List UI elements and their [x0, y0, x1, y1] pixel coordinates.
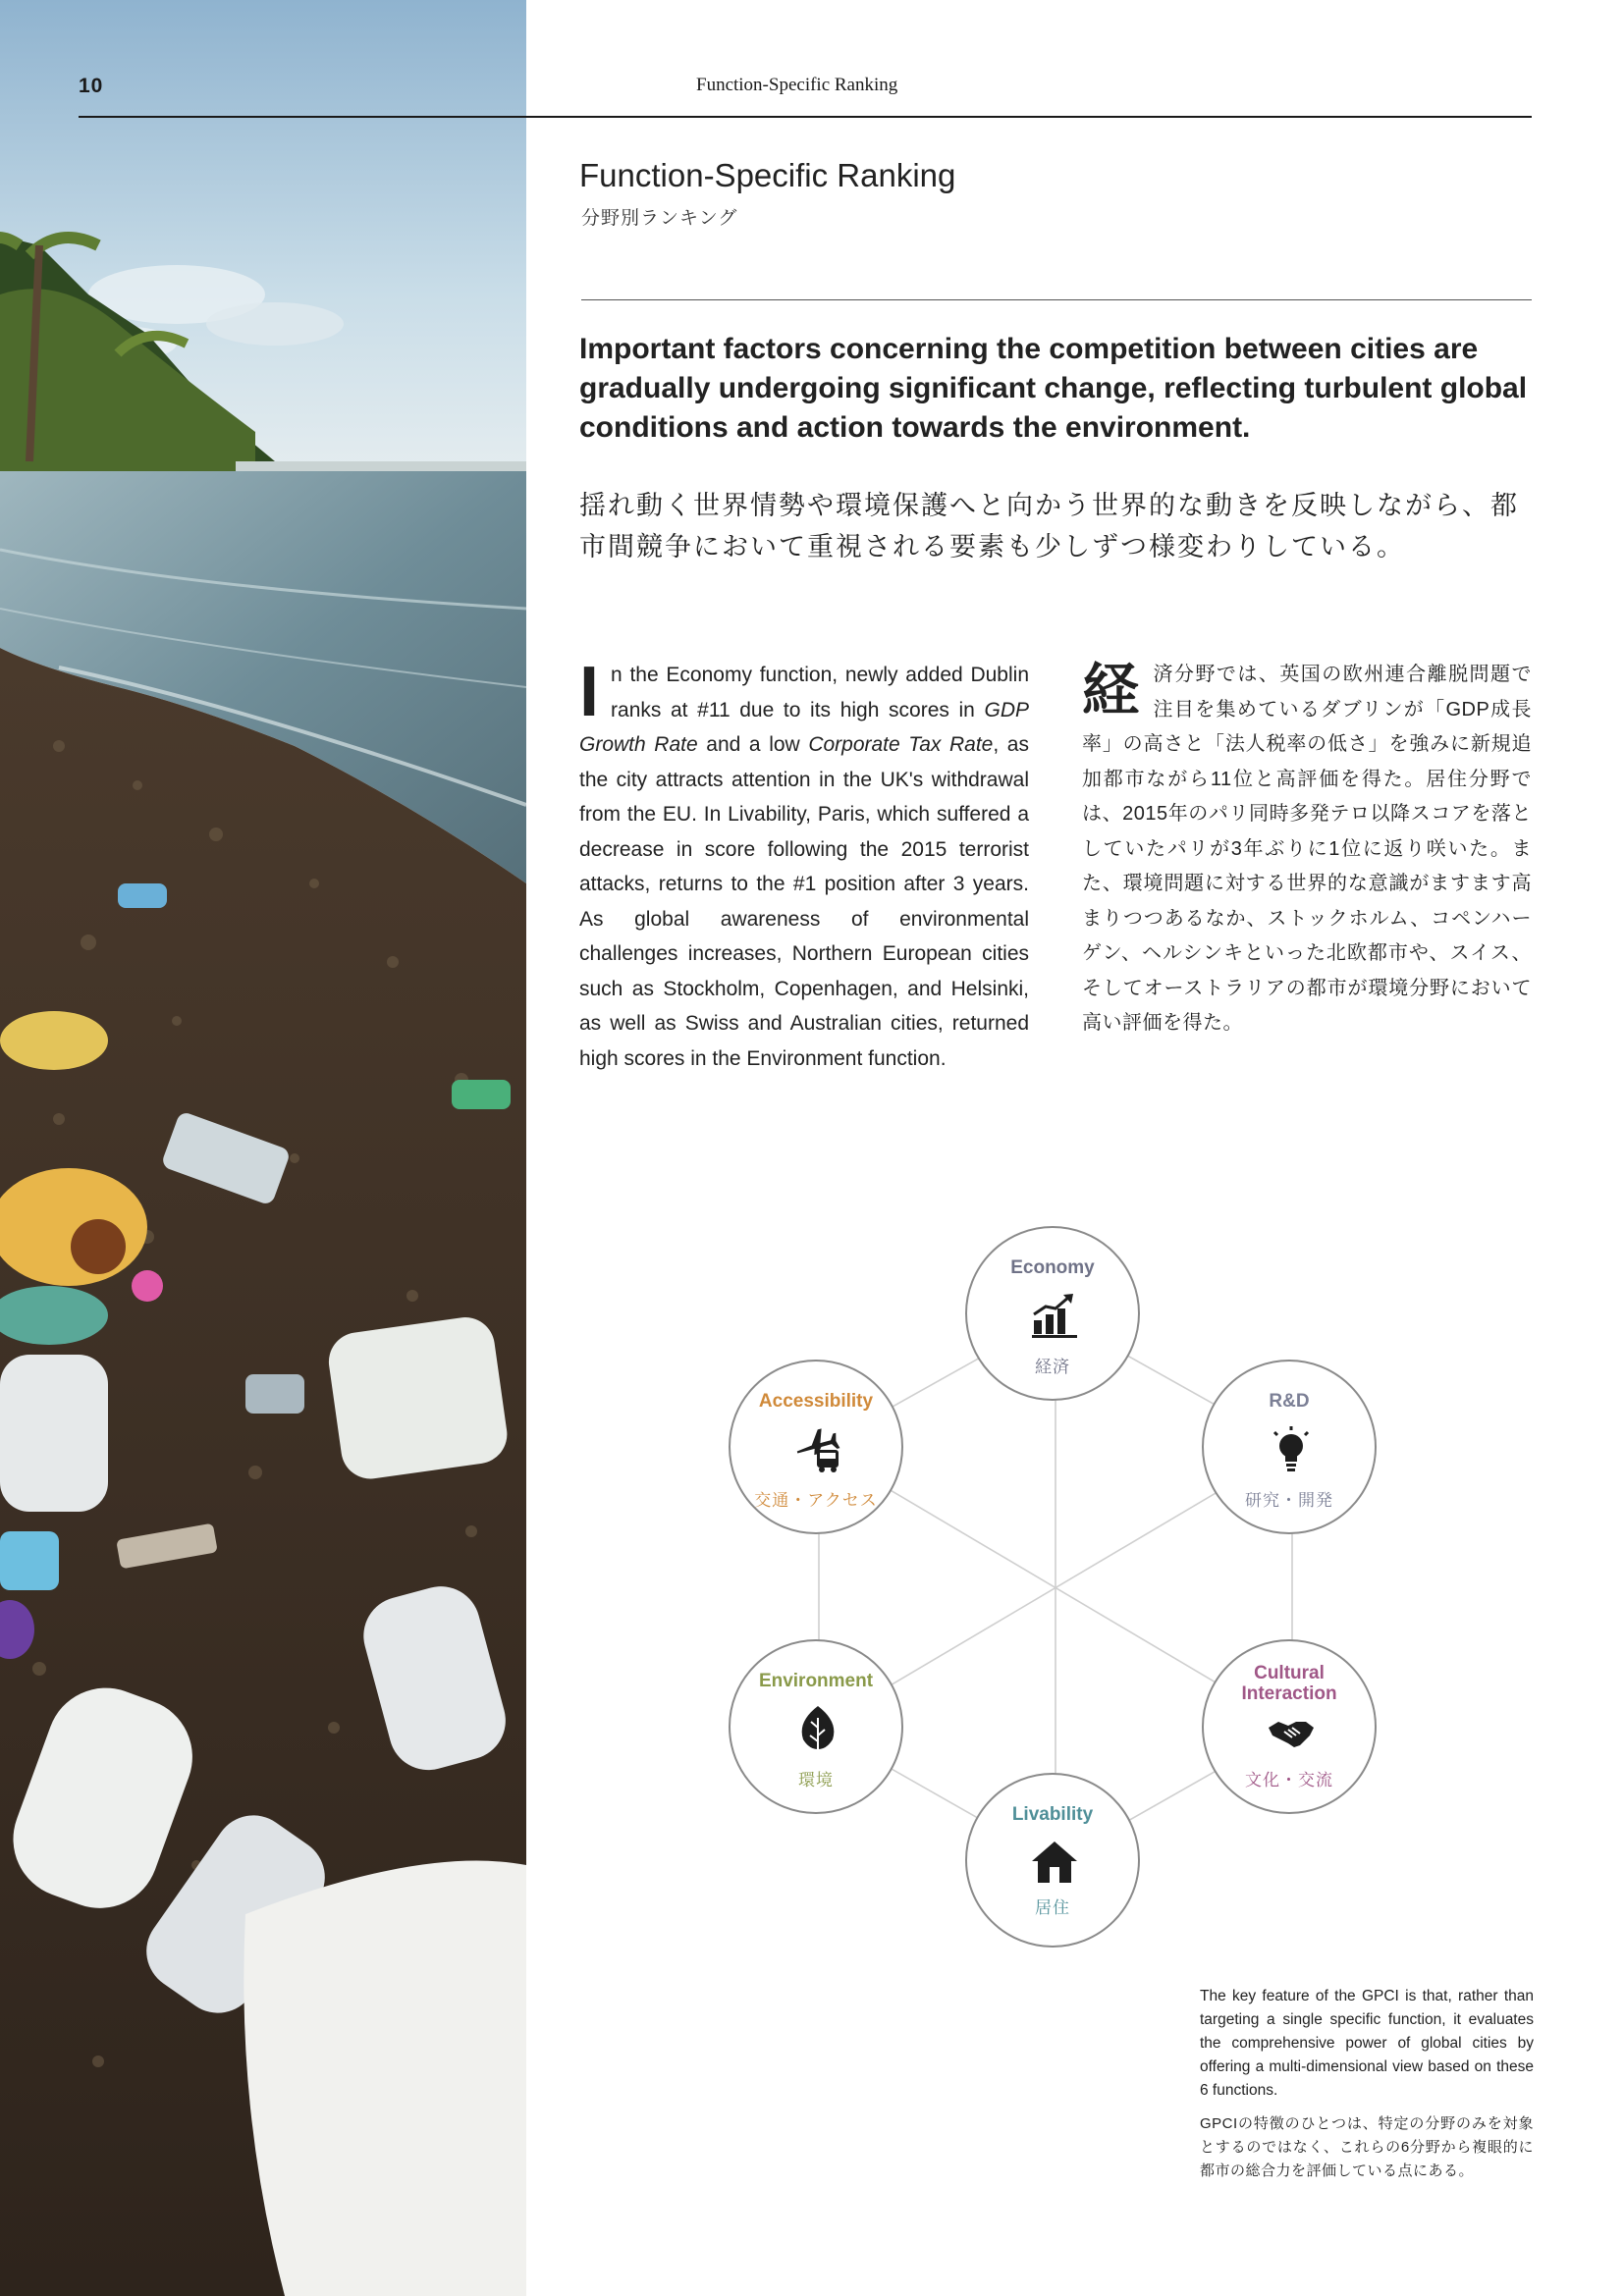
page-number: 10 [79, 75, 104, 97]
function-label-ja: 環境 [798, 1771, 834, 1789]
running-head: Function-Specific Ranking [696, 75, 898, 95]
body-text-span: n the Economy function, newly added Dublin ranks at #11 due to its high scores in [611, 664, 1029, 721]
body-text-emphasis: Corporate Tax Rate [808, 733, 994, 756]
body-text-span: and a low [697, 733, 809, 756]
function-label: Livability [1011, 1804, 1094, 1825]
function-label: R&D [1269, 1391, 1310, 1412]
dropcap-ja: 経 [1082, 659, 1140, 722]
handshake-icon [1267, 1710, 1316, 1759]
function-label-ja: 居住 [1035, 1898, 1070, 1917]
function-node-livability [965, 1773, 1140, 1948]
beach-litter-photo [0, 0, 526, 2296]
dropcap: I [579, 653, 600, 731]
house-icon [1030, 1838, 1079, 1887]
section-title: Function-Specific Ranking [579, 157, 956, 193]
chart-icon [1030, 1291, 1079, 1340]
title-divider [581, 299, 1532, 300]
lead-paragraph-ja: 揺れ動く世界情勢や環境保護へと向かう世界的な動きを反映しながら、都市間競争において重視される要素も少しずつ様変わりしている。 [579, 491, 1519, 561]
function-label: Environment [758, 1671, 874, 1691]
function-node-economy [965, 1226, 1140, 1401]
header-divider [79, 116, 1532, 118]
plane-bus-icon [793, 1424, 842, 1473]
footnote-en: The key feature of the GPCI is that, rather than targeting a single specific function, it evaluates the comprehensive power of global cities by offering a multi-dimensional view based on these 6 functions. [1200, 1988, 1534, 2099]
body-text-span: , as the city attracts attention in the UK's withdrawal from the EU. In Livability, Paris, which suffered a decrease in score following the 2015 terrorist attacks, returns to the #1 position after 3 years. As global awareness of environmental challenges increases, Northern European cities such as Stockholm, Copenhagen, and Helsinki, as well as Swiss and Australian cities, returned high scores in the Environment function. [579, 733, 1029, 1070]
lead-paragraph: Important factors concerning the competition between cities are gradually undergoing significant change, reflecting turbulent global conditions and action towards the environment. [579, 333, 1528, 444]
section-title-ja: 分野別ランキング [581, 208, 738, 229]
function-label-ja: 経済 [1035, 1358, 1070, 1376]
function-label: Cultural Interaction [1241, 1663, 1337, 1704]
leaf-icon [793, 1704, 842, 1753]
body-text-emphasis: GDP Growth Rate [579, 698, 1029, 756]
function-label-ja: 交通・アクセス [754, 1491, 878, 1510]
body-text-ja-span: 済分野では、英国の欧州連合離脱問題で注目を集めているダブリンが「GDP成長率」の高さと「法人税率の低さ」を強みに新規追加都市ながら11位と高評価を得た。居住分野では、2015年のパリ同時多発テロ以降スコアを落としていたパリが3年ぶりに1位に返り咲いた。また、環境問題に対する世界的な意識がますます高まりつつあるなか、ストックホルム、コペンハーゲン、ヘルシンキといった北欧都市や、スイス、そしてオーストラリアの都市が環境分野において高い評価を得た。 [1082, 664, 1532, 1034]
footnote-ja: GPCIの特徴のひとつは、特定の分野のみを対象とするのではなく、これらの6分野から複眼的に都市の総合力を評価している点にある。 [1200, 2115, 1534, 2179]
function-node-environment [729, 1639, 903, 1814]
function-node-rd [1202, 1360, 1377, 1534]
function-label: Economy [1010, 1257, 1095, 1278]
function-label-ja: 研究・開発 [1245, 1491, 1333, 1510]
body-text-en [579, 653, 1029, 1076]
function-label-ja: 文化・交流 [1245, 1771, 1333, 1789]
lightbulb-icon [1267, 1424, 1316, 1473]
body-text-ja [1082, 658, 1532, 1041]
function-node-accessibility [729, 1360, 903, 1534]
function-label: Accessibility [758, 1391, 874, 1412]
function-node-cultural-interaction [1202, 1639, 1377, 1814]
